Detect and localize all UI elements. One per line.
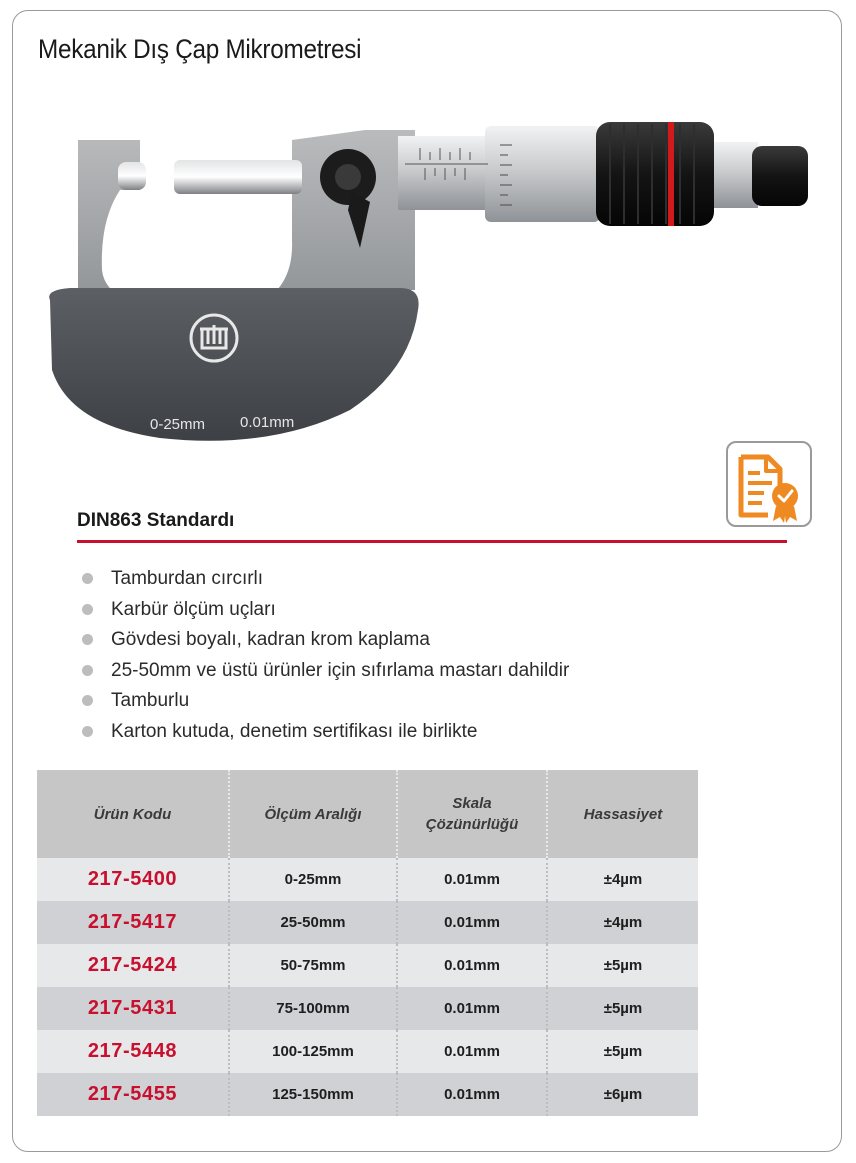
sleeve [398, 136, 488, 210]
table-row [37, 858, 698, 901]
accuracy: ±4µm [547, 858, 698, 901]
resolution: 0.01mm [397, 1073, 547, 1116]
product-code: 217-5431 [37, 987, 229, 1030]
table-row [37, 1073, 698, 1116]
ratchet-cap [752, 146, 808, 206]
product-code: 217-5448 [37, 1030, 229, 1073]
accuracy: ±4µm [547, 901, 698, 944]
resolution-engraving: 0.01mm [240, 414, 295, 431]
range-engraving: 0-25mm [150, 416, 206, 433]
header-code: Ürün Kodu [37, 770, 229, 858]
red-divider [77, 540, 787, 543]
table-row [37, 901, 698, 944]
accuracy: ±5µm [547, 944, 698, 987]
table-row [37, 944, 698, 987]
micrometer-image [30, 120, 820, 460]
resolution: 0.01mm [397, 901, 547, 944]
list-item [78, 629, 569, 660]
feature-text: Karbür ölçüm uçları [111, 598, 276, 620]
thimble [485, 126, 600, 222]
resolution: 0.01mm [397, 858, 547, 901]
feature-text: 25-50mm ve üstü ürünler için sıfırlama mastarı dahildir [111, 659, 570, 681]
resolution: 0.01mm [397, 987, 547, 1030]
table-row [37, 1030, 698, 1073]
ratchet-knurl [596, 122, 714, 226]
feature-text: Gövdesi boyalı, kadran krom kaplama [111, 629, 430, 651]
spindle [174, 160, 302, 194]
bullet-icon [82, 573, 93, 584]
header-resolution: Skala Çözünürlüğü [397, 770, 547, 858]
list-item [78, 690, 569, 721]
anvil [118, 162, 146, 190]
micrometer-plate [49, 288, 418, 441]
resolution: 0.01mm [397, 1030, 547, 1073]
measuring-range: 100-125mm [229, 1030, 397, 1073]
measuring-range: 125-150mm [229, 1073, 397, 1116]
accuracy: ±6µm [547, 1073, 698, 1116]
product-code: 217-5400 [37, 858, 229, 901]
feature-text: Karton kutuda, denetim sertifikası ile birlikte [111, 720, 478, 742]
table-row [37, 987, 698, 1030]
list-item [78, 568, 569, 599]
measuring-range: 25-50mm [229, 901, 397, 944]
spec-table [37, 770, 698, 1116]
header-range: Ölçüm Aralığı [229, 770, 397, 858]
product-code: 217-5455 [37, 1073, 229, 1116]
red-ring [668, 122, 674, 226]
product-code: 217-5417 [37, 901, 229, 944]
header-accuracy: Hassasiyet [547, 770, 698, 858]
ratchet-neck [714, 142, 758, 208]
list-item [78, 721, 569, 752]
list-item [78, 660, 569, 691]
bullet-icon [82, 695, 93, 706]
measuring-range: 75-100mm [229, 987, 397, 1030]
list-item [78, 599, 569, 630]
feature-text: Tamburlu [111, 690, 190, 712]
feature-list [78, 568, 569, 752]
measuring-range: 50-75mm [229, 944, 397, 987]
standard-heading: DIN863 Standardı [77, 510, 235, 531]
bullet-icon [82, 665, 93, 676]
feature-text: Tamburdan cırcırlı [111, 568, 264, 589]
page-title: Mekanik Dış Çap Mikrometresi [38, 34, 362, 64]
bullet-icon [82, 726, 93, 737]
table-header-row [37, 770, 698, 858]
bullet-icon [82, 604, 93, 615]
accuracy: ±5µm [547, 987, 698, 1030]
certificate-icon [728, 443, 810, 525]
certificate-badge [726, 441, 812, 527]
accuracy: ±5µm [547, 1030, 698, 1073]
bullet-icon [82, 634, 93, 645]
resolution: 0.01mm [397, 944, 547, 987]
measuring-range: 0-25mm [229, 858, 397, 901]
product-code: 217-5424 [37, 944, 229, 987]
